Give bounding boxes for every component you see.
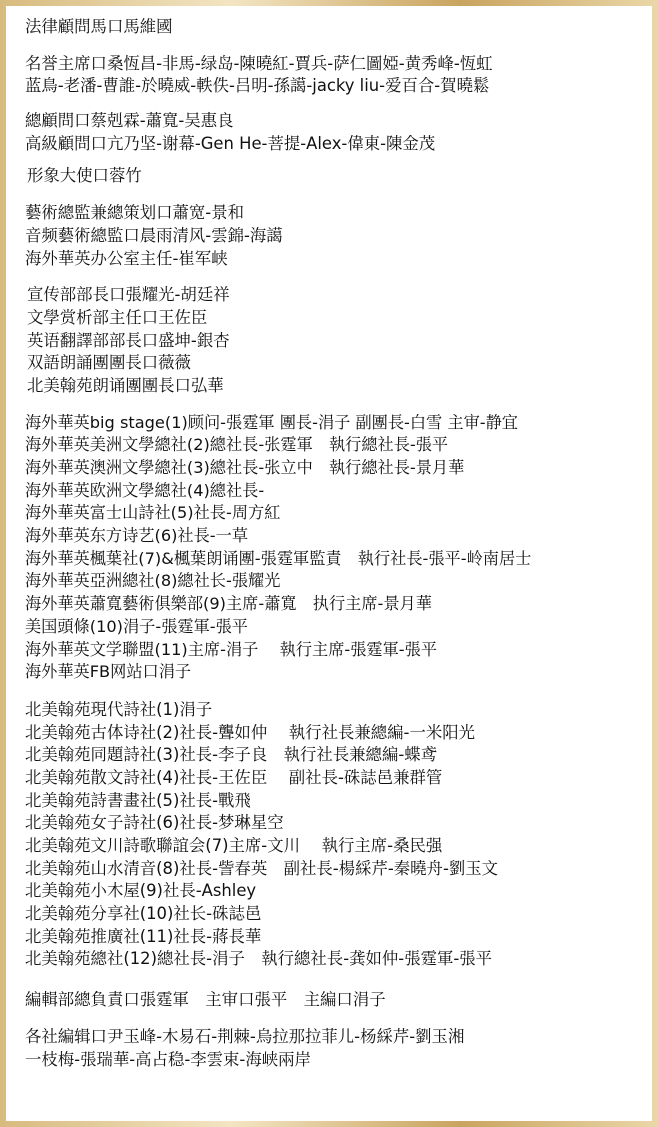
honorary-chairs-line-1: 名誉主席口桑恆昌-非馬-绿岛-陳曉紅-賈兵-萨仁圖婭-黄秀峰-恆虹	[25, 53, 493, 73]
office-director-line: 海外華英办公室主任-崔军峡	[25, 248, 228, 268]
honorary-chairs-section	[25, 53, 652, 98]
society-line: 海外華英东方诗艺(6)社長-一草	[25, 526, 249, 546]
society-line: 海外華英富士山詩社(5)社長-周方紅	[25, 503, 281, 523]
bilingual-recitation-line: 双語朗誦團團長口薇薇	[27, 353, 191, 373]
editors-line-1: 各社編辑口尹玉峰-木易石-荆棘-烏拉那拉菲儿-杨綵芹-劉玉湘	[25, 1026, 465, 1046]
editorial-line: 編輯部總負責口張霆軍 主审口張平 主編口涓子	[25, 990, 386, 1010]
overseas-societies-section	[25, 412, 652, 684]
audio-art-director-line: 音频藝術總監口晨雨清风-雲錦-海譪	[25, 225, 283, 245]
recitation-troupe-line: 北美翰苑朗诵團團長口弘華	[27, 375, 224, 395]
editors-line-2: 一枝梅-張瑞華-高占稳-李雲束-海峡兩岸	[25, 1049, 311, 1069]
society-line: 海外華英亞洲總社(8)總社长-張耀光	[25, 571, 281, 591]
art-directors-section	[25, 202, 652, 270]
general-advisor-line: 總顧問口蔡剋霖-蕭寬-吴惠良	[25, 111, 234, 131]
hanyuan-line: 北美翰苑分享社(10)社长-硃誌邑	[25, 904, 262, 924]
society-line: 海外華英蕭寬藝術俱樂部(9)主席-蕭寬 执行主席-景月華	[25, 594, 432, 614]
hanyuan-societies-section	[25, 699, 652, 971]
hanyuan-line: 北美翰苑現代詩社(1)涓子	[25, 699, 213, 719]
advisors-section	[25, 110, 652, 155]
legal-counsel-section	[25, 16, 652, 39]
society-line: 海外華英big stage(1)顾问-張霆軍 團長-涓子 副團長-白雪 主审-静宜	[25, 412, 518, 432]
hanyuan-line: 北美翰苑總社(12)總社長-涓子 執行總社長-龚如仲-張霆軍-張平	[25, 949, 493, 969]
senior-advisor-line: 高級顧問口亢乃坚-谢幕-Gen He-菩提-Alex-偉東-陳金茂	[25, 133, 436, 153]
hanyuan-line: 北美翰苑散文詩社(4)社長-王佐臣 副社長-硃誌邑兼群管	[25, 767, 443, 787]
editors-section	[25, 1026, 652, 1071]
society-line: 海外華英欧洲文學總社(4)總社長-	[25, 480, 265, 500]
departments-section	[25, 284, 652, 397]
society-line: 海外華英FB网站口涓子	[25, 662, 192, 682]
art-director-line: 藝術總監兼總策划口蕭宽-景和	[25, 203, 244, 223]
legal-counsel-line: 法律顧問馬口馬維國	[25, 17, 173, 36]
ambassador-section	[25, 165, 652, 188]
translation-dept-line: 英语翻譯部部長口盛坤-銀杏	[27, 330, 230, 350]
society-line: 海外華英文学聯盟(11)主席-涓子 執行主席-張霆軍-張平	[25, 639, 438, 659]
literature-dept-line: 文學赏析部主任口王佐臣	[27, 307, 208, 327]
document-page	[6, 6, 652, 1121]
hanyuan-line: 北美翰苑詩書畫社(5)社長-戰飛	[25, 790, 251, 810]
society-line: 海外華英美洲文學總社(2)總社長-张霆軍 執行總社長-張平	[25, 435, 449, 455]
society-line: 海外華英楓葉社(7)&楓葉朗诵團-張霆軍監責 執行社長-張平-岭南居士	[25, 548, 532, 568]
honorary-chairs-line-2: 蓝鳥-老潘-曹誰-於曉威-軼佚-吕明-孫譪-jacky liu-爱百合-賀曉鬆	[25, 76, 490, 96]
hanyuan-line: 北美翰苑同題詩社(3)社長-李子良 執行社長兼總編-蝶鸢	[25, 745, 438, 765]
hanyuan-line: 北美翰苑小木屋(9)社長-Ashley	[25, 881, 257, 901]
publicity-dept-line: 宣传部部長口張耀光-胡廷祥	[27, 285, 230, 305]
society-line: 海外華英澳洲文學總社(3)總社長-张立中 執行總社長-景月華	[25, 458, 465, 477]
editorial-section	[25, 989, 652, 1012]
society-line: 美国頭條(10)涓子-張霆軍-張平	[25, 616, 248, 636]
ambassador-line: 形象大使口蓉竹	[27, 166, 142, 186]
hanyuan-line: 北美翰苑推廣社(11)社長-蔣長華	[25, 926, 262, 946]
hanyuan-line: 北美翰苑山水清音(8)社長-訾春英 副社長-楊綵芹-秦曉舟-劉玉文	[25, 858, 499, 878]
hanyuan-line: 北美翰苑女子詩社(6)社長-梦琳星空	[25, 813, 284, 833]
hanyuan-line: 北美翰苑文川詩歌聯誼会(7)主席-文川 執行主席-桑民强	[25, 836, 443, 855]
hanyuan-line: 北美翰苑古体诗社(2)社長-聾如仲 執行社長兼總編-一米阳光	[25, 722, 476, 742]
